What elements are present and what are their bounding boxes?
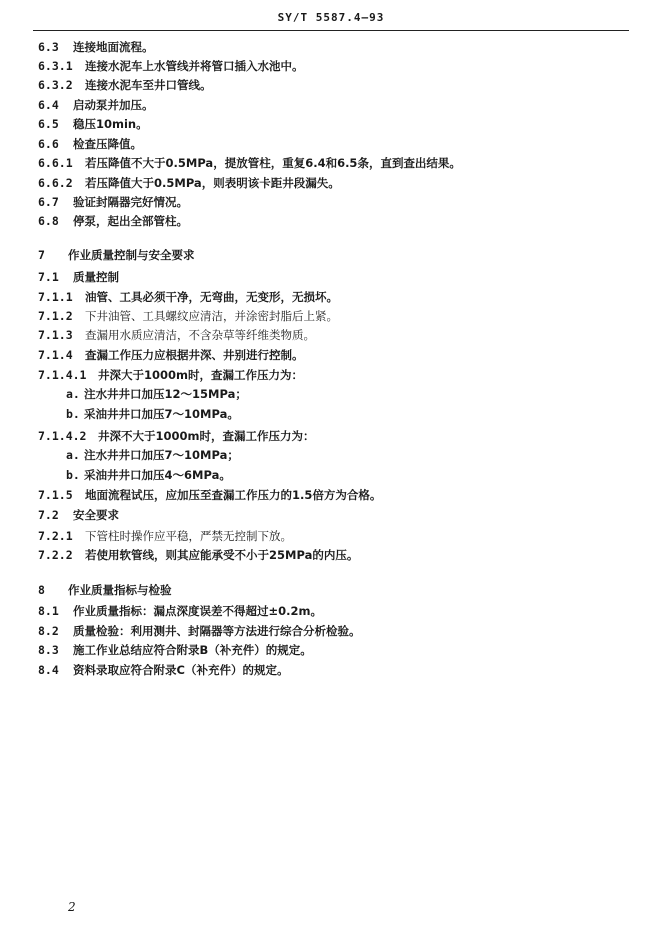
clause-number: b. [66, 407, 80, 421]
clause-line [66, 407, 239, 421]
clause-number: 6.6.2 [38, 176, 73, 190]
clause-line [38, 604, 322, 618]
clause-text: 下井油管、工具螺纹应清洁，并涂密封脂后上紧。 [85, 309, 338, 323]
clause-line [38, 368, 303, 382]
clause-line [38, 290, 338, 304]
clause-text: 作业质量控制与安全要求 [68, 248, 195, 262]
clause-text: 若压降值大于0.5MPa，则表明该卡距井段漏失。 [85, 176, 340, 190]
clause-text: 施工作业总结应符合附录B（补充件）的规定。 [73, 643, 312, 657]
clause-line [38, 663, 288, 677]
clause-line [38, 40, 154, 54]
header-rule [33, 30, 629, 31]
clause-text: 质量控制 [73, 270, 119, 284]
clause-number: 7.2 [38, 508, 59, 522]
clause-text: 启动泵并加压。 [73, 98, 154, 112]
clause-line [38, 348, 304, 362]
clause-text: 验证封隔器完好情况。 [73, 195, 188, 209]
clause-line [38, 137, 142, 151]
clause-text: 停泵，起出全部管柱。 [73, 214, 188, 228]
clause-text: 采油井井口加压7～10MPa。 [84, 407, 239, 421]
clause-number: 7.1.5 [38, 488, 73, 502]
clause-line [38, 59, 304, 73]
clause-text: 检查压降值。 [73, 137, 142, 151]
clause-number: b. [66, 468, 80, 482]
clause-line [66, 387, 247, 401]
clause-line [38, 248, 195, 262]
clause-line [38, 488, 381, 502]
clause-number: 8 [38, 583, 45, 597]
clause-line [66, 448, 239, 462]
clause-number: 6.3 [38, 40, 59, 54]
clause-number: 7.1.3 [38, 328, 73, 342]
clause-number: 6.8 [38, 214, 59, 228]
clause-number: 6.6.1 [38, 156, 73, 170]
clause-text: 注水井井口加压12～15MPa； [84, 387, 247, 401]
clause-text: 若使用软管线，则其应能承受不小于25MPa的内压。 [85, 548, 359, 562]
clause-line [38, 195, 188, 209]
clause-line [38, 624, 361, 638]
clause-line [38, 508, 119, 522]
clause-text: 查漏用水质应清洁，不含杂草等纤维类物质。 [85, 328, 315, 342]
clause-line [38, 98, 154, 112]
clause-line [38, 214, 188, 228]
clause-text: 井深不大于1000m时，查漏工作压力为： [98, 429, 315, 443]
clause-number: 8.3 [38, 643, 59, 657]
clause-line [38, 643, 312, 657]
clause-text: 作业质量指标：漏点深度误差不得超过±0.2m。 [73, 604, 322, 618]
clause-number: 6.3.1 [38, 59, 73, 73]
clause-text: 作业质量指标与检验 [68, 583, 172, 597]
clause-line [66, 468, 231, 482]
clause-number: a. [66, 387, 80, 401]
clause-text: 注水井井口加压7～10MPa； [84, 448, 239, 462]
clause-line [38, 78, 212, 92]
clause-line [38, 117, 148, 131]
clause-number: a. [66, 448, 80, 462]
clause-number: 8.2 [38, 624, 59, 638]
clause-text: 稳压10min。 [73, 117, 148, 131]
clause-text: 地面流程试压，应加压至查漏工作压力的1.5倍方为合格。 [85, 488, 382, 502]
clause-text: 连接地面流程。 [73, 40, 154, 54]
clause-text: 资料录取应符合附录C（补充件）的规定。 [73, 663, 289, 677]
clause-number: 6.7 [38, 195, 59, 209]
clause-number: 7.2.1 [38, 529, 73, 543]
clause-line [38, 548, 358, 562]
clause-text: 连接水泥车至井口管线。 [85, 78, 212, 92]
clause-number: 7.1 [38, 270, 59, 284]
clause-number: 6.6 [38, 137, 59, 151]
clause-number: 6.4 [38, 98, 59, 112]
clause-text: 井深大于1000m时，查漏工作压力为： [98, 368, 303, 382]
clause-text: 油管、工具必须干净，无弯曲，无变形，无损坏。 [85, 290, 338, 304]
clause-number: 7.1.4 [38, 348, 73, 362]
clause-number: 7.2.2 [38, 548, 73, 562]
clause-number: 8.1 [38, 604, 59, 618]
clause-number: 7.1.2 [38, 309, 73, 323]
clause-number: 7.1.1 [38, 290, 73, 304]
clause-text: 采油井井口加压4～6MPa。 [84, 468, 231, 482]
clause-line [38, 309, 338, 323]
clause-number: 7.1.4.2 [38, 429, 87, 443]
clause-number: 8.4 [38, 663, 59, 677]
clause-number: 7 [38, 248, 45, 262]
clause-line [38, 176, 340, 190]
clause-line [38, 529, 292, 543]
document-header: SY/T 5587.4—93 [277, 11, 385, 24]
clause-number: 6.5 [38, 117, 59, 131]
clause-line [38, 583, 172, 597]
clause-text: 查漏工作压力应根据井深、井别进行控制。 [85, 348, 304, 362]
clause-text: 质量检验：利用测井、封隔器等方法进行综合分析检验。 [73, 624, 361, 638]
clause-text: 下管柱时操作应平稳，严禁无控制下放。 [85, 529, 292, 543]
clause-text: 若压降值不大于0.5MPa，提放管柱，重复6.4和6.5条，直到查出结果。 [85, 156, 461, 170]
page-number: 2 [68, 900, 76, 914]
clause-number: 6.3.2 [38, 78, 73, 92]
clause-number: 7.1.4.1 [38, 368, 87, 382]
clause-text: 连接水泥车上水管线并将管口插入水池中。 [85, 59, 304, 73]
clause-line [38, 429, 315, 443]
clause-line [38, 328, 315, 342]
clause-text: 安全要求 [73, 508, 119, 522]
clause-line [38, 156, 461, 170]
clause-line [38, 270, 119, 284]
